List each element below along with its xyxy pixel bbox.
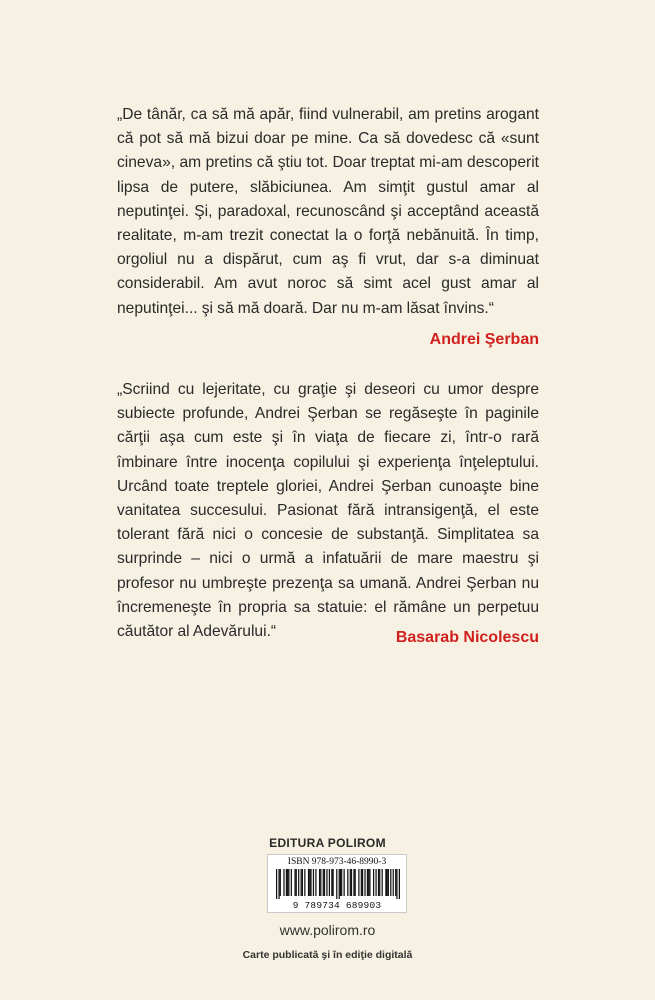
isbn-barcode-block — [267, 854, 407, 913]
barcode-digits: 9 789734 689903 — [292, 900, 382, 911]
isbn-number: ISBN 978-973-46-8990-3 — [287, 857, 387, 867]
digital-edition-note: Carte publicată şi în ediţie digitală — [242, 949, 413, 961]
quote-author-basarab-nicolescu: Basarab Nicolescu — [395, 629, 539, 646]
quote-andrei-serban: „De tânăr, ca să mă apăr, fiind vulnerabil, am pretins arogant că pot să mă bizui doar pe mine. Ca să dovedesc că «sunt cineva», am pretins că ştiu tot. Doar treptat mi-am descoperit lipsa de putere, slăbiciunea. Am simţit gustul amar al neputinţei. Şi, paradoxal, recunoscând şi acceptând această realitate, m-am trezit conectat la o forţă nebănuită. În timp, orgoliul nu a dispărut, cum aş fi vrut, dar s-a diminuat considerabil. Am avut noroc să simt acel gust amar al neputinţei... şi să mă doară. Dar nu m-am lăsat învins.“ — [117, 106, 539, 317]
publisher-website: www.polirom.ro — [279, 922, 376, 938]
barcode-icon — [276, 869, 400, 899]
quote-basarab-nicolescu: „Scriind cu lejeritate, cu graţie şi deseori cu umor despre subiecte profunde, Andrei Şerban se regăseşte în paginile cărţii aşa cum este şi în viaţa de fiecare zi, într-o rară îmbinare între inocenţa copilului şi experienţa înţeleptului. Urcând toate treptele gloriei, Andrei Şerban cunoaşte bine vanitatea succesului. Pasionat fără intransigenţă, el este tolerant fără nici o concesie de substanţă. Simplitatea sa surprinde – nici o urmă a infatuării de mare maestru şi profesor nu umbreşte prezenţa sa umană. Andrei Şerban nu încremeneşte în propria sa statuie: el rămâne un perpetuu căutător al Adevărului.“ — [117, 381, 539, 641]
publisher-name: EDITURA POLIROM — [269, 836, 386, 850]
quote-author-andrei-serban: Andrei Şerban — [429, 331, 539, 348]
